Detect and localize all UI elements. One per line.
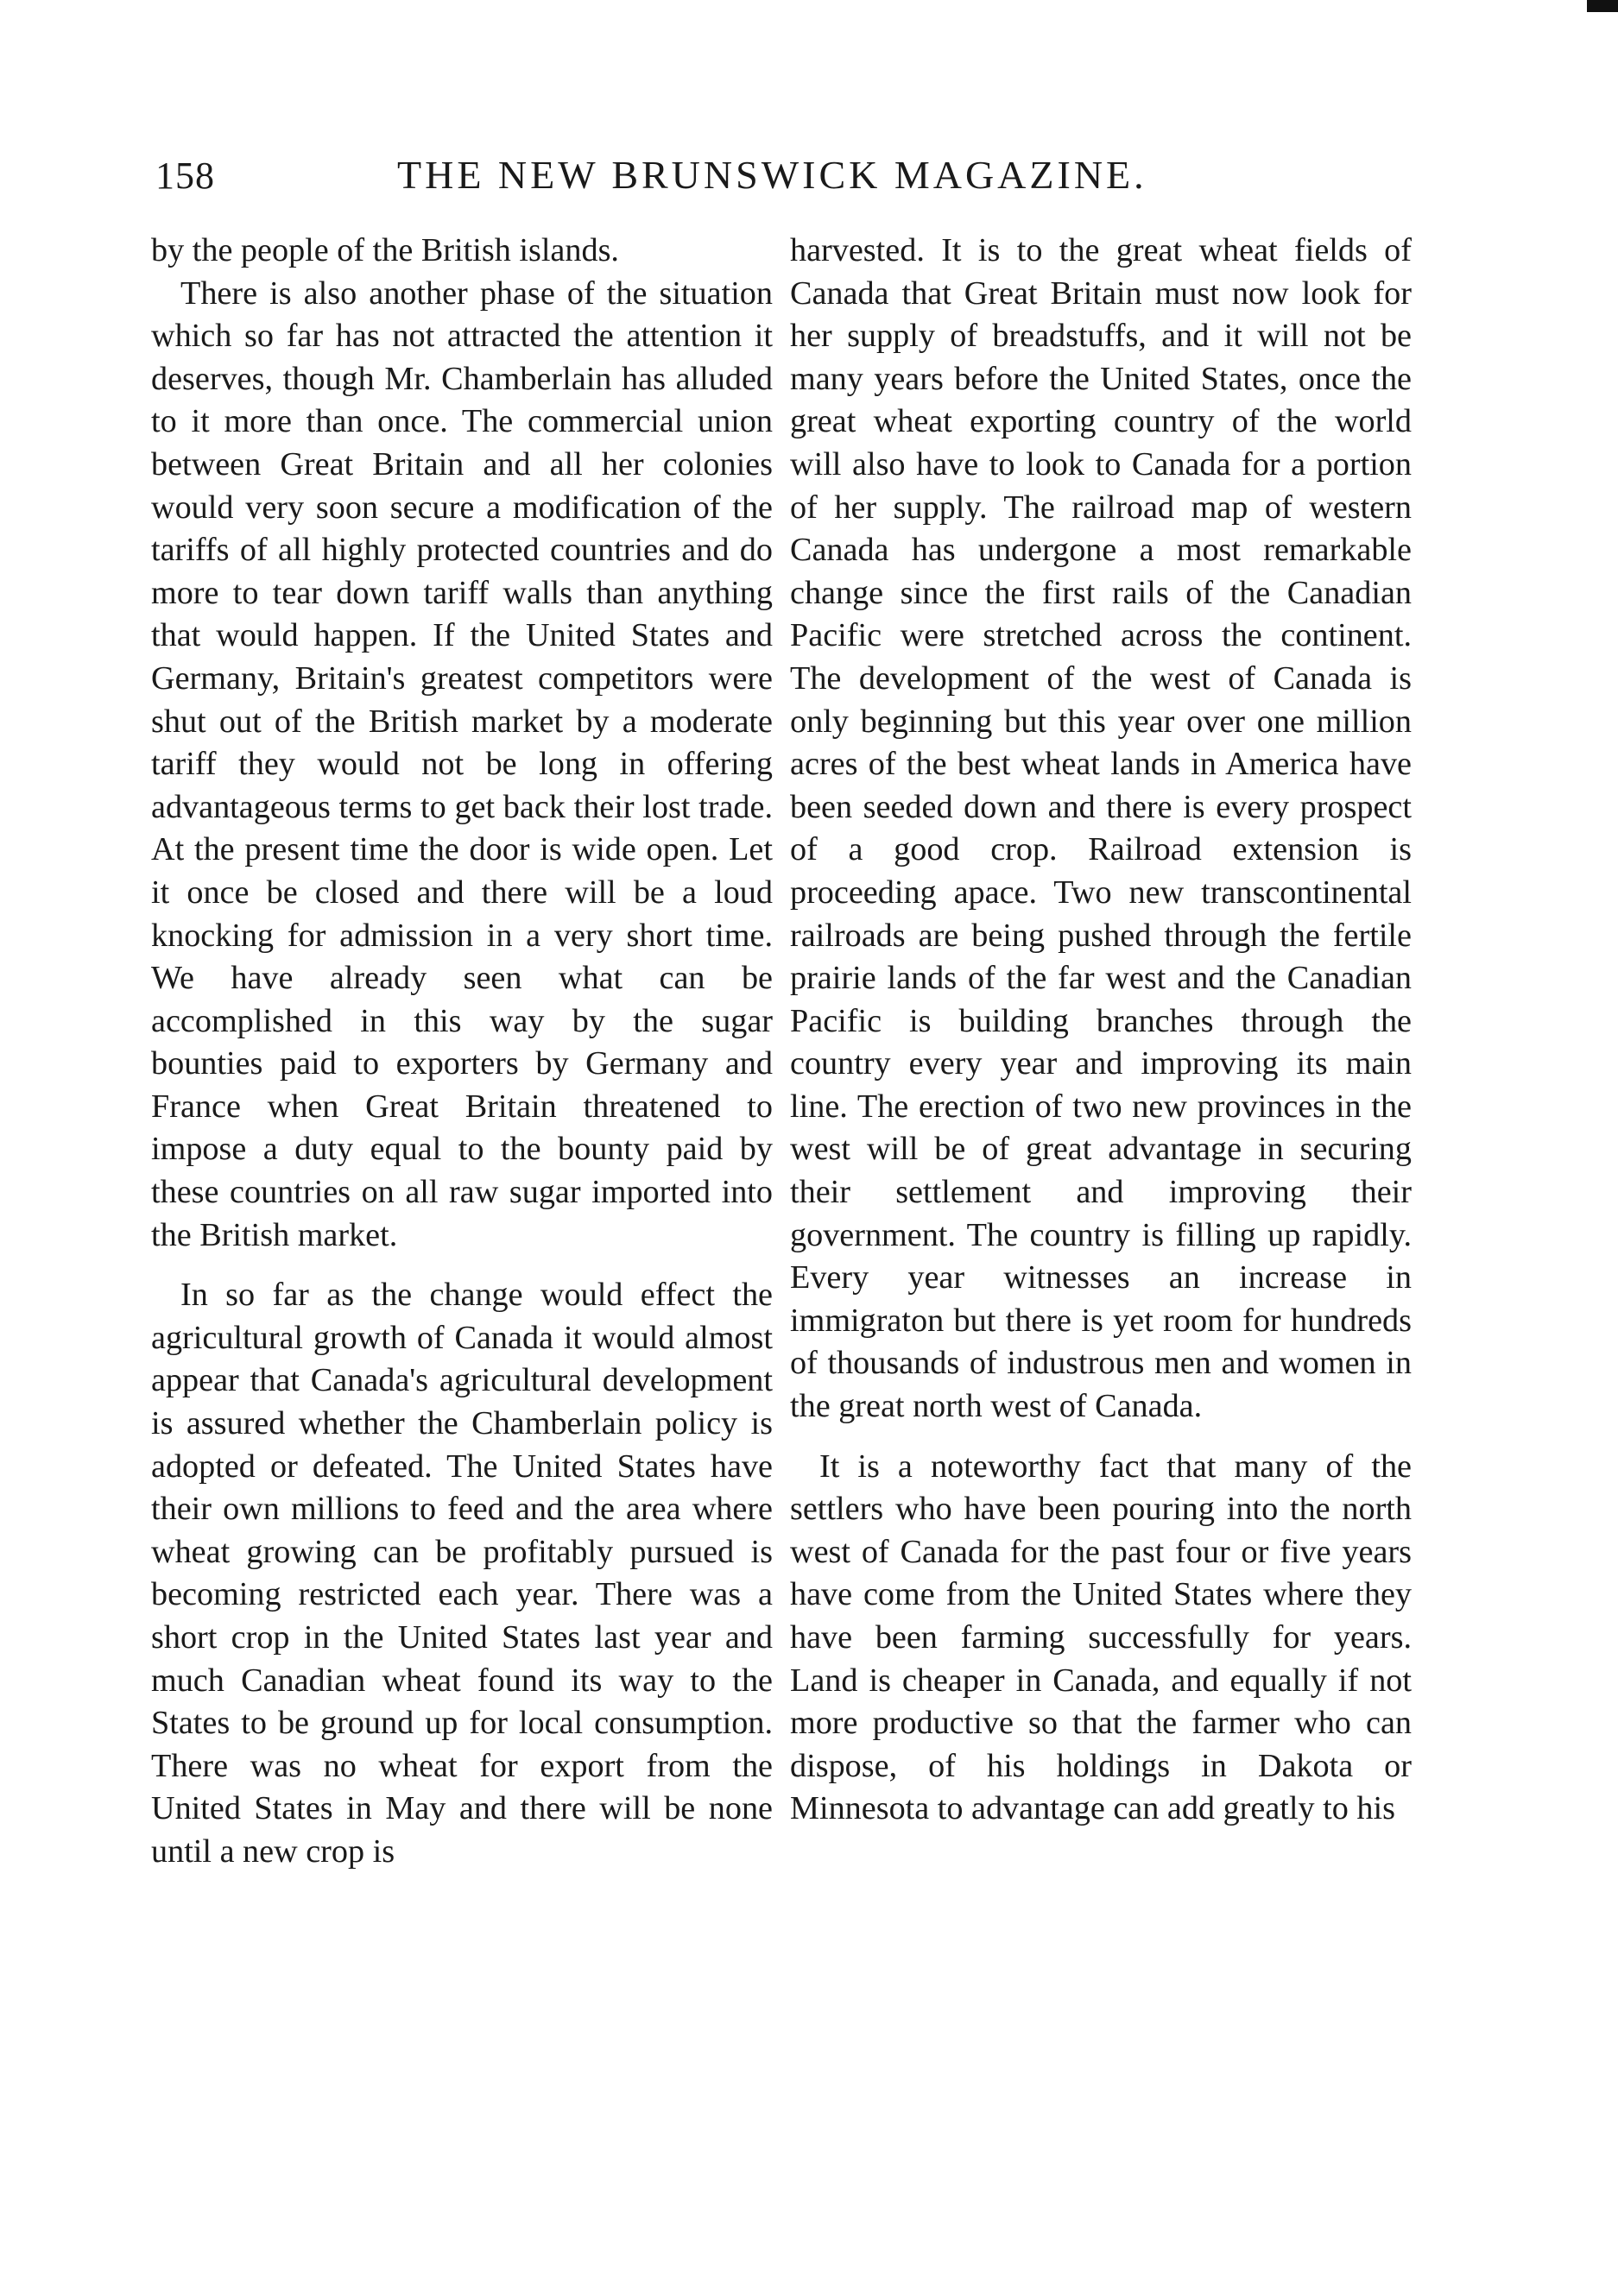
page-number: 158: [155, 155, 215, 197]
left-paragraph-3: In so far as the change would effect the agricultural growth of Canada it would almost appear that Canada's agricultural development is assured whether the Chamberlain policy is adopted or defeated. The United States have their own millions to feed and the area where wheat growing can be profitably pursued is becoming restricted each year. There was a short crop in the United States last year and much Canadian wheat found its way to the States to be ground up for local consumption. There was no wheat for export from the United States in May and there will be none until a new crop is: [151, 1277, 773, 1870]
scan-corner-mark: [1587, 0, 1618, 12]
right-paragraph-1: harvested. It is to the great wheat fields of Canada that Great Britain must now look for her supply of breadstuffs, and it will not be many years before the United States, once the great wheat exporting country of the world will also have to look to Canada for a portion of her supply. The railroad map of western Canada has undergone a most remarkable change since the first rails of the Canadian Pacific were stretched across the continent. The development of the west of Canada is only beginning but this year over one million acres of the best wheat lands in America have been seeded down and there is every prospect of a good crop. Railroad extension is proceeding apace. Two new transcontinental railroads are being pushed through the fertile prairie lands of the far west and the Canadian Pacific is building branches through the country every year and improving its main line. The erection of two new provinces in the west will be of great advantage in securing their settlement and improving their government. The country is filling up rapidly. Every year witnesses an increase in immigraton but there is yet room for hundreds of thousands of industrous men and women in the great north west of Canada.: [790, 232, 1412, 1425]
left-paragraph-2: There is also another phase of the situation which so far has not attracted the attention it deserves, though Mr. Chamberlain has alluded to it more than once. The commercial union between Great Britain and all her colonies would very soon secure a modification of the tariffs of all highly protected countries and do more to tear down tariff walls than anything that would happen. If the United States and Germany, Britain's greatest competitors were shut out of the British market by a moderate tariff they would not be long in offering advantageous terms to get back their lost trade. At the present time the door is wide open. Let it once be closed and there will be a loud knocking for admission in a very short time. We have already seen what can be accomplished in this way by the sugar bounties paid to exporters by Germany and France when Great Britain threatened to impose a duty equal to the bounty paid by these countries on all raw sugar imported into the British market.: [151, 274, 773, 1253]
right-paragraph-2: It is a noteworthy fact that many of the settlers who have been pouring into the north west of Canada for the past four or five years have come from the United States where they have been farming successfully for years. Land is cheaper in Canada, and equally if not more productive so that the farmer who can dispose, of his holdings in Dakota or Minnesota to advantage can add greatly to his: [790, 1448, 1412, 1827]
right-column: [790, 230, 1412, 1831]
page-header: [138, 147, 1174, 207]
left-column: [151, 230, 773, 1874]
running-title: THE NEW BRUNSWICK MAGAZINE.: [397, 153, 1147, 197]
left-paragraph-1: by the people of the British islands.: [151, 232, 619, 268]
